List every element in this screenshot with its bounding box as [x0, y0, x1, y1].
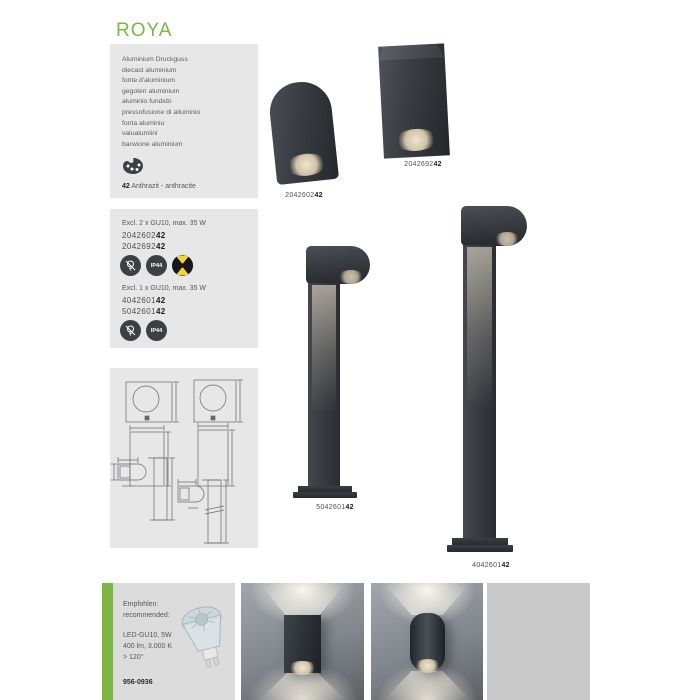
lamp-spec-line: 400 lm, 3.000 K: [123, 643, 173, 650]
article-number: [122, 230, 166, 241]
article-number: [122, 306, 166, 317]
lamp-spec-line: LED-GU10, 5W: [123, 632, 172, 639]
lamp-beam-angle: > 120°: [123, 654, 144, 661]
bulb-excluded-icon: [120, 320, 141, 341]
article-suffix: 42: [314, 192, 323, 199]
article-base: 5042601: [316, 504, 346, 511]
article-suffix: 42: [155, 242, 166, 251]
product-label: [287, 504, 383, 511]
spec-heading: Excl. 2 x GU10, max. 35 W: [122, 220, 207, 227]
ip44-label: IP44: [150, 262, 163, 269]
recommendation-panel: [113, 583, 235, 700]
article-base: 2042602: [285, 192, 315, 199]
bulb-excluded-icon: [120, 255, 141, 276]
article-suffix: 42: [501, 562, 510, 569]
technical-drawings: [110, 368, 258, 548]
materials-panel: [110, 44, 258, 198]
article-base: 4042601: [472, 562, 502, 569]
article-suffix: 42: [155, 296, 166, 305]
product-label: [385, 161, 461, 168]
material-line: fonte d'aluminium: [122, 77, 176, 85]
accent-green-bar: [102, 583, 113, 700]
feature-icons-row: [120, 320, 172, 341]
article-base: 2042602: [122, 231, 156, 240]
ip44-label: IP44: [150, 327, 163, 334]
material-line: Aluminium Druckguss: [122, 56, 188, 63]
finish-code: 42: [122, 183, 130, 190]
finish-label: [122, 182, 196, 192]
article-suffix: 42: [345, 504, 354, 511]
lifestyle-photo-square: [241, 583, 364, 700]
page-title: ROYA: [116, 20, 173, 41]
article-suffix: 42: [155, 307, 166, 316]
product-label: [266, 192, 342, 199]
recommendation-heading-de: Empfohlen:: [123, 601, 159, 608]
lamp-ref: 956-0936: [123, 679, 153, 686]
spec-heading: Excl. 1 x GU10, max. 35 W: [122, 285, 207, 292]
gu10-bulb-image: [174, 600, 238, 674]
article-base: 4042601: [122, 296, 156, 305]
material-line: aluminio fundido: [122, 98, 172, 106]
ip44-badge: [146, 320, 167, 341]
product-label: [443, 562, 539, 569]
feature-icons-row: [120, 255, 198, 276]
finish-name: Anthrazit - anthracite: [129, 183, 196, 190]
material-line: valualumiini: [122, 130, 158, 138]
up-down-light-icon: [172, 255, 193, 276]
article-base: 2042692: [122, 242, 156, 251]
material-line: pressofusione di alluminio: [122, 108, 201, 116]
article-number: [122, 295, 166, 306]
article-base: 2042692: [404, 161, 434, 168]
spec-panel: [110, 209, 258, 348]
lifestyle-photo-round: [371, 583, 483, 700]
article-base: 5042601: [122, 307, 156, 316]
ip44-badge: [146, 255, 167, 276]
drawings-panel: [110, 368, 258, 548]
material-line: diecast aluminium: [122, 66, 177, 74]
article-number: [122, 241, 166, 252]
palette-icon: [122, 157, 144, 175]
material-line: barwione aluminium: [122, 140, 183, 148]
material-line: fonta aluminiu: [122, 119, 165, 127]
recommendation-heading-en: recommended:: [123, 612, 170, 619]
material-line: gegoten aluminium: [122, 87, 180, 95]
gray-placeholder-block: [487, 583, 590, 700]
article-suffix: 42: [155, 231, 166, 240]
article-suffix: 42: [433, 161, 442, 168]
